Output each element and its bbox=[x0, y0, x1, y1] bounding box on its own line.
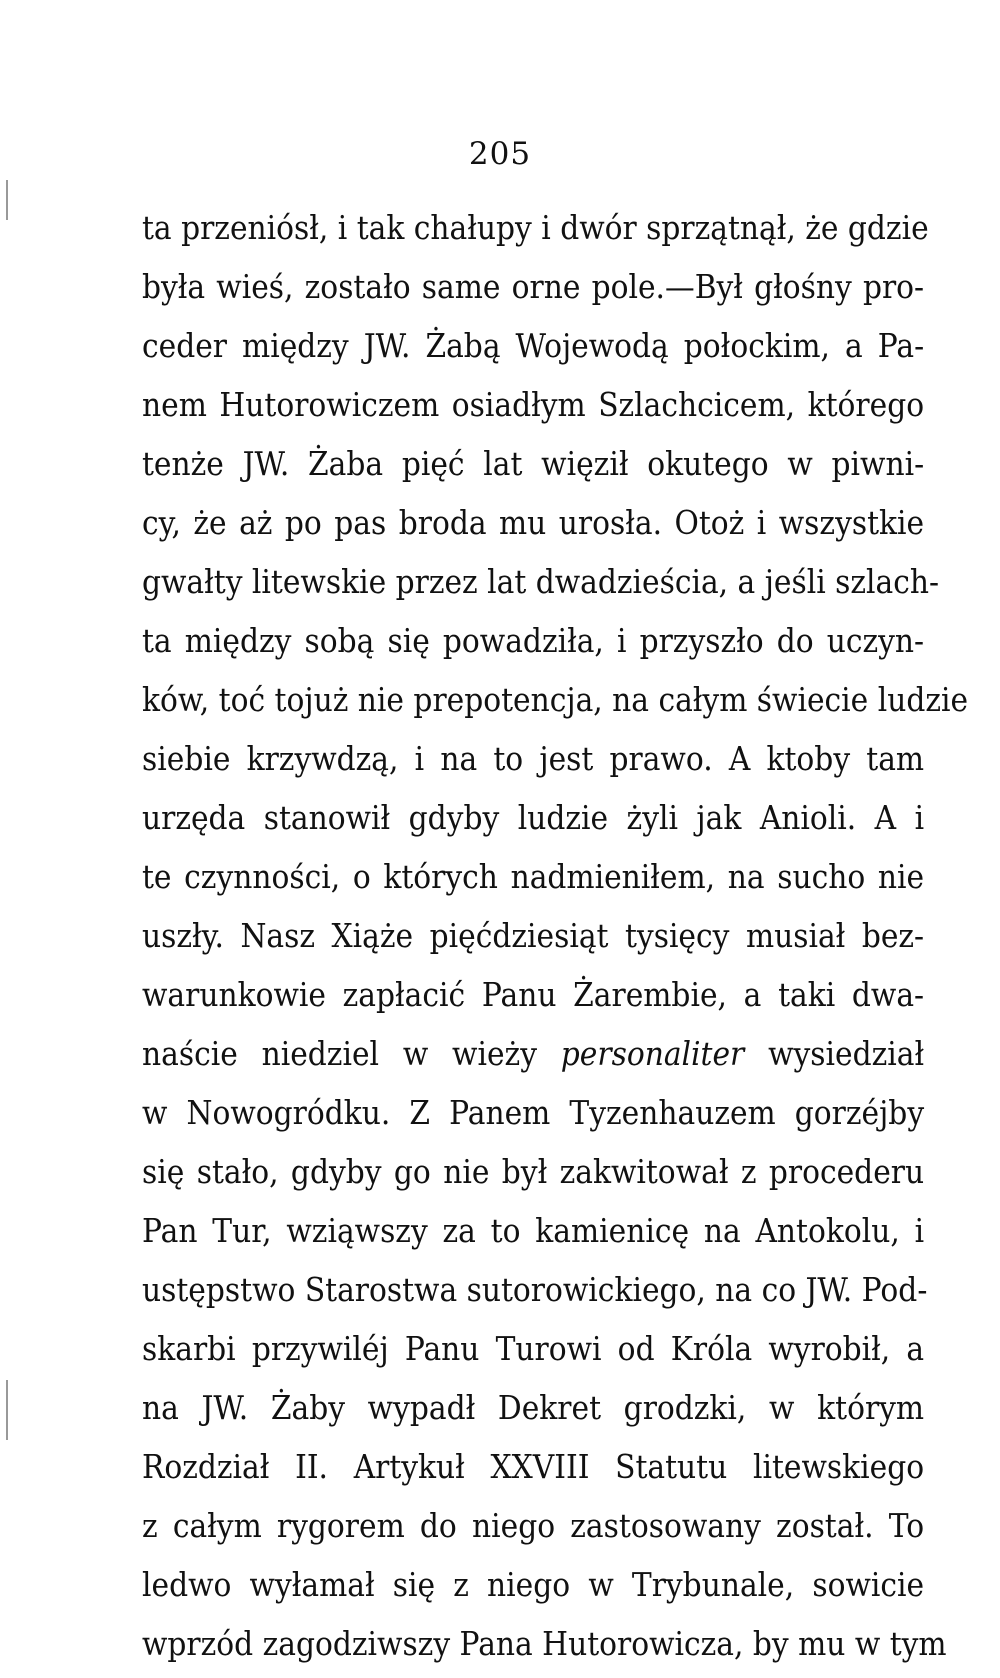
text-line-with-italic bbox=[142, 1024, 924, 1083]
text-line: Rozdział II. Artykuł XXVIII Statutu litewskiego bbox=[142, 1447, 925, 1486]
text-line: te czynności, o których nadmieniłem, na sucho nie bbox=[142, 857, 925, 896]
body-text bbox=[142, 198, 969, 1673]
text-line: tenże JW. Żaba pięć lat więził okutego w piwni- bbox=[142, 444, 925, 483]
text-line: ta przeniósł, i tak chałupy i dwór sprzątnął, że gdzie bbox=[142, 208, 929, 247]
text-line: warunkowie zapłacić Panu Żarembie, a taki dwa- bbox=[142, 975, 925, 1014]
text-line: w Nowogródku. Z Panem Tyzenhauzem gorzéjby bbox=[142, 1093, 925, 1132]
text-line: skarbi przywiléj Panu Turowi od Króla wyrobił, a bbox=[142, 1329, 925, 1368]
italic-term: personaliter bbox=[560, 1034, 745, 1073]
text-line: ledwo wyłamał się z niego w Trybunale, sowicie bbox=[142, 1565, 925, 1604]
text-line: się stało, gdyby go nie był zakwitował z procederu bbox=[142, 1152, 925, 1191]
page-number: 205 bbox=[468, 136, 532, 172]
text-line: Pan Tur, wziąwszy za to kamienicę na Antokolu, i bbox=[142, 1211, 925, 1250]
text-line: na JW. Żaby wypadł Dekret grodzki, w którym bbox=[142, 1388, 925, 1427]
text-line: z całym rygorem do niego zastosowany został. To bbox=[142, 1506, 925, 1545]
text-line: gwałty litewskie przez lat dwadzieścia, a jeśli szlach- bbox=[142, 562, 940, 601]
text-line: ustępstwo Starostwa sutorowickiego, na co JW. Pod- bbox=[142, 1270, 928, 1309]
text-line: była wieś, zostało same orne pole.—Był głośny pro- bbox=[142, 267, 925, 306]
text-line: ceder między JW. Żabą Wojewodą połockim, a Pa- bbox=[142, 326, 925, 365]
margin-scan-mark bbox=[6, 1380, 8, 1440]
text-line: urzęda stanowił gdyby ludzie żyli jak Anioli. A i bbox=[142, 798, 925, 837]
text-line: ta między sobą się powadziła, i przyszło do uczyn- bbox=[142, 621, 925, 660]
text-segment: wysiedział bbox=[768, 1034, 925, 1073]
margin-scan-mark bbox=[6, 180, 8, 220]
text-line: ków, toć tojuż nie prepotencja, na całym świecie ludzie bbox=[142, 680, 969, 719]
text-line: nem Hutorowiczem osiadłym Szlachcicem, którego bbox=[142, 385, 925, 424]
text-line: siebie krzywdzą, i na to jest prawo. A ktoby tam bbox=[142, 739, 925, 778]
text-line: wprzód zagodziwszy Pana Hutorowicza, by mu w tym bbox=[142, 1624, 947, 1663]
text-line: cy, że aż po pas broda mu urosła. Otoż i wszystkie bbox=[142, 503, 925, 542]
text-line: uszły. Nasz Xiąże pięćdziesiąt tysięcy musiał bez- bbox=[142, 916, 925, 955]
text-segment: naście niedziel w wieży bbox=[142, 1034, 537, 1073]
